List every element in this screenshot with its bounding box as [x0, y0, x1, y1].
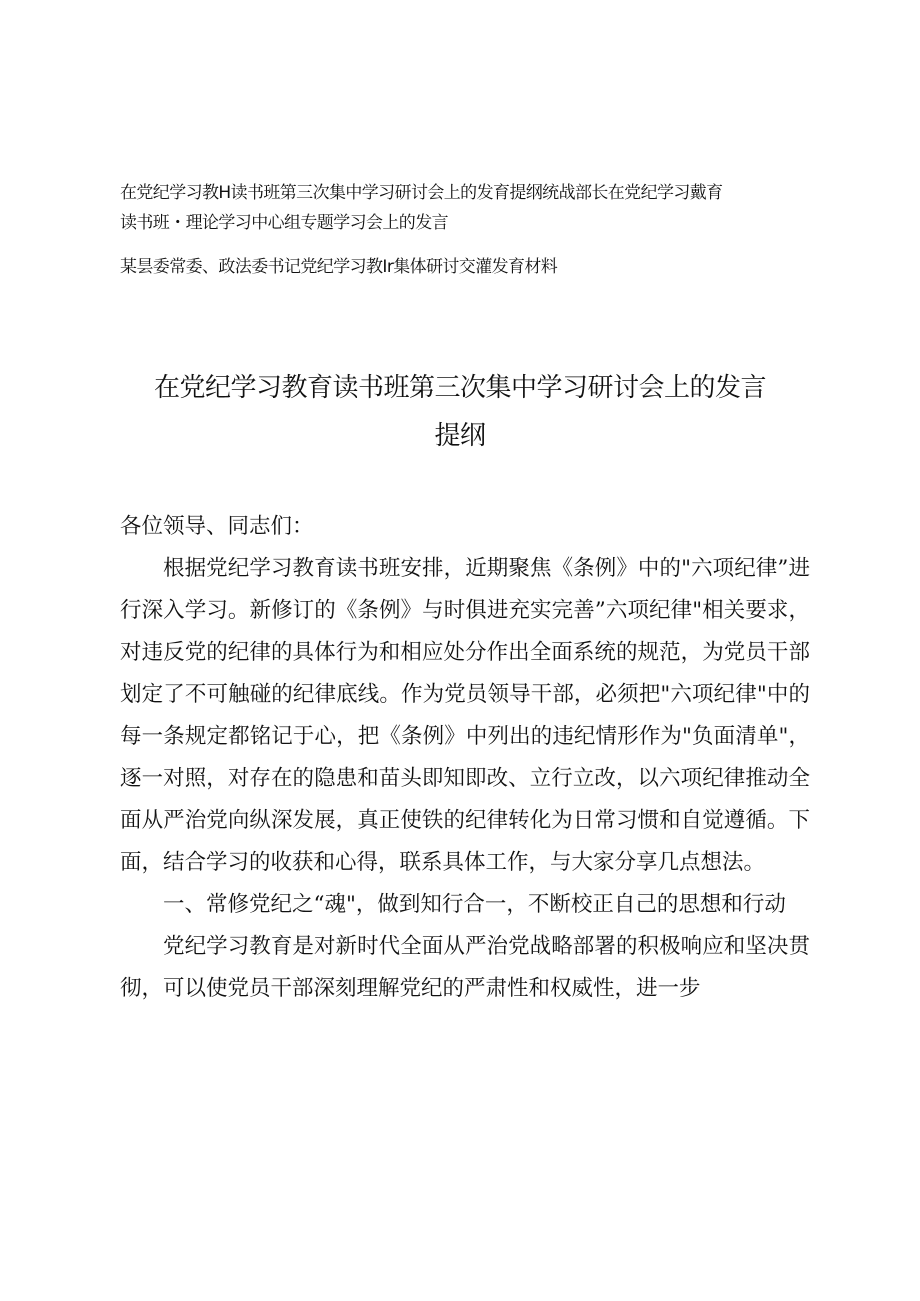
section-heading-1: 一、常修党纪之“魂"，做到知行合一，不断校正自己的思想和行动: [163, 892, 786, 917]
greeting: 各位领导、同志们：: [120, 514, 314, 539]
document-title-line-2: 提纲: [434, 421, 486, 451]
document-title-line-1: 在党纪学习教育读书班第三次集中学习研讨会上的发言: [153, 373, 766, 403]
document-title: [120, 364, 800, 460]
paragraph-1: 根据党纪学习教育读书班安排，近期聚焦《条例》中的"六项纪律”进行深入学习。新修订的《条例》与时俱进充实完善”六项纪律"相关要求，对违反党的纪律的具体行为和相应处分作出全面系统的规范，为党员干部划定了不可触碰的纪律底线。作为党员领导干部，必须把"六项纪律"中的每一条规定都铭记于心，把《条例》中列出的违纪情形作为"负面清单"，逐一对照，对存在的隐患和苗头即知即改、立行立改，以六项纪律推动全面从严治党向纵深发展，真正使铁的纪律转化为日常习惯和自觉遵循。下面，结合学习的收获和心得，联系具体工作，与大家分享几点想法。: [120, 556, 810, 875]
related-title-line-3: 某昙委常委、政法委书记党纪学习教Ir集体研讨交灌发育材料: [120, 257, 558, 277]
related-title-line-1: 在党纪学习教H读书班第三次集中学习研讨会上的发育提纲统战部长在党纪学习戴育: [120, 183, 723, 203]
related-titles-block: [120, 178, 820, 282]
paragraph-2: 党纪学习教育是对新时代全面从严治党战略部署的积极响应和坚决贯彻，可以使党员干部深刻理解党纪的严肃性和权威性，进一步: [120, 934, 810, 1001]
document-body: [120, 506, 810, 1010]
related-title-line-2: 读书班・理论学习中心组专题学习会上的发言: [120, 213, 448, 233]
